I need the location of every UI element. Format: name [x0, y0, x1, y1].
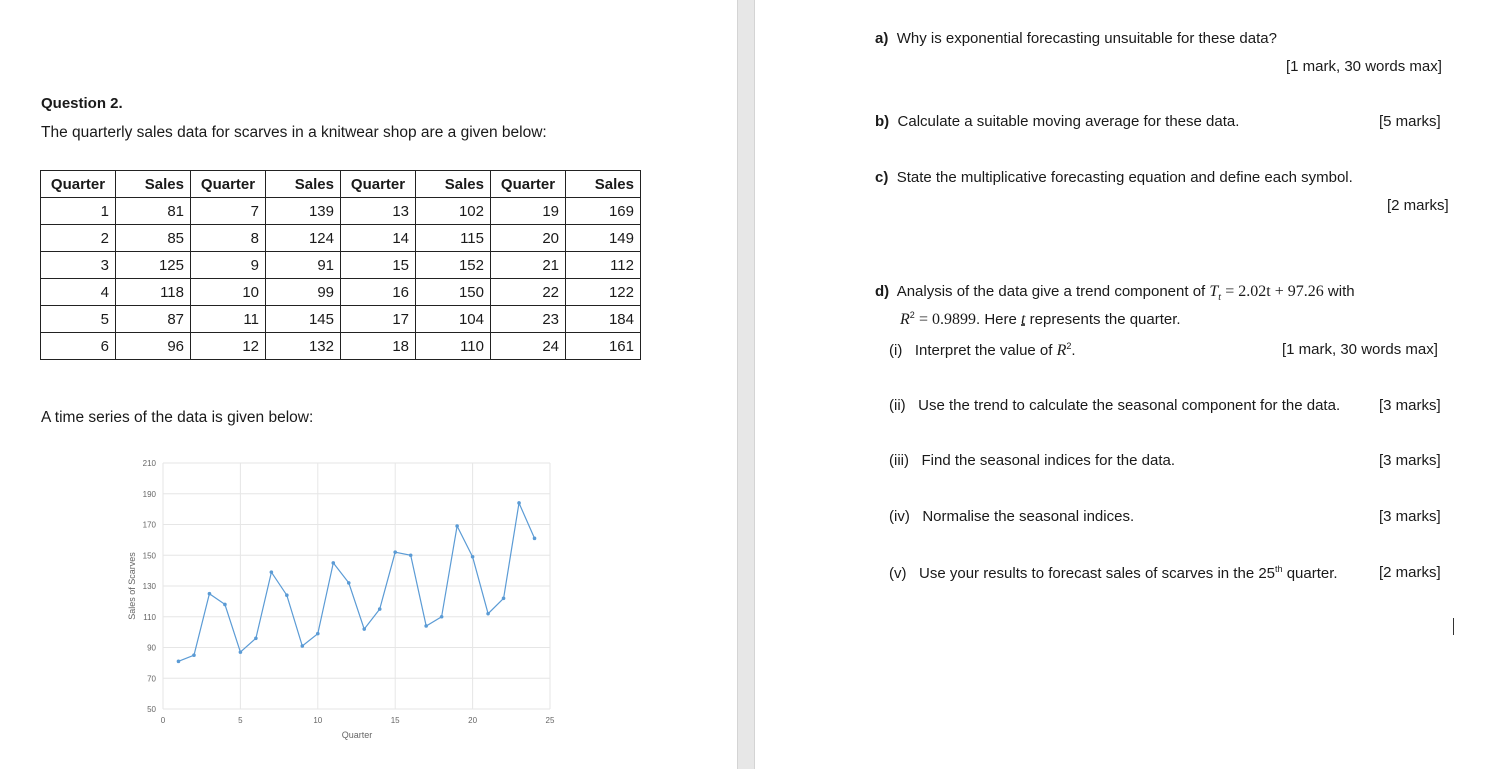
time-series-intro: A time series of the data is given below: — [41, 409, 314, 426]
sub-text-post: quarter. — [1286, 565, 1338, 582]
data-point — [223, 603, 227, 607]
data-point — [270, 570, 274, 574]
table-cell: 145 — [266, 306, 341, 333]
table-row — [41, 333, 641, 360]
table-header: Sales — [116, 171, 191, 198]
table-cell: 132 — [266, 333, 341, 360]
sub-text: Find the seasonal indices for the data. — [921, 452, 1176, 469]
table-cell: 161 — [566, 333, 641, 360]
y-tick-labels — [143, 459, 157, 714]
table-header: Sales — [416, 171, 491, 198]
y-tick-label: 90 — [147, 643, 156, 653]
table-cell: 14 — [341, 225, 416, 252]
table-cell: 2 — [41, 225, 116, 252]
table-cell: 6 — [41, 333, 116, 360]
table-cell: 23 — [491, 306, 566, 333]
data-point — [409, 553, 413, 557]
y-tick-label: 110 — [143, 612, 156, 622]
data-point — [502, 597, 506, 601]
part-d-v — [889, 564, 1338, 582]
data-point — [192, 653, 196, 657]
table-cell: 110 — [416, 333, 491, 360]
part-c-label: c) — [875, 169, 889, 186]
part-c-marks: [2 marks] — [1387, 197, 1449, 214]
sub-label: (iv) — [889, 508, 910, 525]
table-cell: 152 — [416, 252, 491, 279]
sub-label: (ii) — [889, 397, 906, 414]
table-cell: 7 — [191, 198, 266, 225]
table-cell: 124 — [266, 225, 341, 252]
table-cell: 11 — [191, 306, 266, 333]
data-point — [208, 592, 212, 596]
data-point — [347, 581, 351, 585]
table-cell: 150 — [416, 279, 491, 306]
data-point — [362, 627, 366, 631]
part-d-iii — [889, 452, 1175, 469]
part-d-line2: $R^2 = 0.9899$. Here t represents the quarter. — [900, 310, 1181, 328]
sub-label: (iii) — [889, 452, 909, 469]
part-d — [875, 283, 1355, 303]
trend-equation: = 2.02t + 97.26 — [1225, 283, 1324, 300]
table-cell: 3 — [41, 252, 116, 279]
table-cell: 16 — [341, 279, 416, 306]
table-cell: 5 — [41, 306, 116, 333]
table-row — [41, 225, 641, 252]
table-cell: 85 — [116, 225, 191, 252]
here-post: represents the quarter. — [1029, 311, 1181, 328]
sub-label: (v) — [889, 565, 907, 582]
table-cell: 87 — [116, 306, 191, 333]
r2-value: = 0.9899 — [918, 311, 976, 328]
table-cell: 9 — [191, 252, 266, 279]
y-tick-label: 50 — [147, 705, 156, 714]
table-cell: 19 — [491, 198, 566, 225]
x-tick-labels — [161, 716, 555, 725]
table-cell: 96 — [116, 333, 191, 360]
table-cell: 22 — [491, 279, 566, 306]
x-tick-label: 0 — [160, 716, 166, 725]
part-d-iv-marks: [3 marks] — [1379, 508, 1441, 525]
data-point — [254, 636, 258, 640]
part-d-ii-marks: [3 marks] — [1379, 397, 1441, 414]
sales-table — [40, 170, 641, 360]
part-d-i: (i) Interpret the value of $R^2$. — [889, 341, 1076, 359]
table-header: Sales — [266, 171, 341, 198]
part-a-text: Why is exponential forecasting unsuitable for these data? — [896, 30, 1277, 47]
y-tick-label: 70 — [147, 674, 156, 684]
y-tick-label: 170 — [142, 520, 156, 530]
data-point — [440, 615, 444, 619]
table-cell: 17 — [341, 306, 416, 333]
part-d-text: Analysis of the data give a trend component of — [896, 283, 1206, 300]
part-a-label: a) — [875, 30, 889, 47]
x-tick-label: 10 — [313, 716, 323, 725]
table-cell: 91 — [266, 252, 341, 279]
part-d-iv — [889, 508, 1134, 525]
data-point — [316, 632, 320, 636]
table-cell: 10 — [191, 279, 266, 306]
y-tick-label: 190 — [142, 489, 156, 499]
table-cell: 13 — [341, 198, 416, 225]
question-intro: The quarterly sales data for scarves in a knitwear shop are a given below: — [41, 124, 547, 141]
table-row — [41, 306, 641, 333]
table-cell: 8 — [191, 225, 266, 252]
y-tick-label: 150 — [142, 551, 156, 561]
sub-text: Use the trend to calculate the seasonal component for the data. — [918, 397, 1341, 414]
table-cell: 169 — [566, 198, 641, 225]
r2-symbol: R — [900, 311, 910, 328]
table-row — [41, 252, 641, 279]
table-row — [41, 198, 641, 225]
x-tick-label: 5 — [238, 716, 243, 725]
part-a — [875, 30, 1277, 47]
data-point — [393, 550, 397, 554]
data-point — [177, 660, 181, 664]
x-tick-label: 15 — [390, 716, 400, 725]
table-header: Quarter — [191, 171, 266, 198]
trend-symbol: T — [1209, 283, 1219, 300]
part-b — [875, 113, 1239, 130]
table-cell: 12 — [191, 333, 266, 360]
part-c-text: State the multiplicative forecasting equation and define each symbol. — [896, 169, 1353, 186]
sub-text: Use your results to forecast sales of scarves in the 25 — [919, 565, 1276, 582]
sub-text: Normalise the seasonal indices. — [922, 508, 1135, 525]
trend-subscript: t — [1218, 292, 1222, 303]
part-d-label: d) — [875, 283, 890, 300]
table-cell: 102 — [416, 198, 491, 225]
table-cell: 104 — [416, 306, 491, 333]
table-cell: 18 — [341, 333, 416, 360]
x-tick-label: 25 — [545, 716, 555, 725]
here-var: t — [1021, 311, 1026, 328]
table-header: Quarter — [41, 171, 116, 198]
r2-symbol: R — [1056, 342, 1067, 359]
data-point — [378, 607, 382, 611]
part-d-with: with — [1327, 283, 1355, 300]
table-cell: 99 — [266, 279, 341, 306]
table-row — [41, 279, 641, 306]
part-c — [875, 169, 1353, 186]
table-cell: 4 — [41, 279, 116, 306]
ordinal-suffix: th — [1275, 564, 1283, 574]
data-point — [239, 650, 243, 654]
table-cell: 184 — [566, 306, 641, 333]
table-cell: 115 — [416, 225, 491, 252]
part-d-i-marks: [1 mark, 30 words max] — [1282, 341, 1438, 358]
table-cell: 24 — [491, 333, 566, 360]
sub-label: (i) — [889, 342, 903, 359]
part-b-text: Calculate a suitable moving average for these data. — [897, 113, 1240, 130]
x-tick-label: 20 — [468, 716, 478, 725]
table-cell: 122 — [566, 279, 641, 306]
table-header-row — [41, 171, 641, 198]
part-d-iii-marks: [3 marks] — [1379, 452, 1441, 469]
table-cell: 81 — [116, 198, 191, 225]
part-b-marks: [5 marks] — [1379, 113, 1441, 130]
table-cell: 139 — [266, 198, 341, 225]
data-point — [331, 561, 335, 565]
data-point — [471, 555, 475, 559]
table-header: Quarter — [491, 171, 566, 198]
data-point — [517, 501, 521, 505]
table-cell: 20 — [491, 225, 566, 252]
table-cell: 15 — [341, 252, 416, 279]
part-d-ii — [889, 397, 1340, 414]
part-b-label: b) — [875, 113, 890, 130]
sales-chart — [118, 452, 568, 744]
data-point — [301, 644, 305, 648]
table-cell: 1 — [41, 198, 116, 225]
y-tick-label: 130 — [142, 582, 156, 591]
page-gutter — [737, 0, 755, 769]
data-point — [424, 624, 428, 628]
table-cell: 21 — [491, 252, 566, 279]
data-point — [455, 524, 459, 528]
y-tick-label: 210 — [142, 459, 156, 468]
table-header: Sales — [566, 171, 641, 198]
sub-text: Interpret the value of — [914, 342, 1053, 359]
table-cell: 118 — [116, 279, 191, 306]
data-point — [285, 593, 289, 597]
data-point — [533, 537, 537, 541]
chart-series — [177, 501, 537, 663]
chart-grid — [163, 463, 550, 709]
text-cursor — [1453, 618, 1454, 635]
here-pre: . Here — [976, 311, 1017, 328]
table-cell: 112 — [566, 252, 641, 279]
part-a-marks: [1 mark, 30 words max] — [1286, 58, 1442, 75]
x-axis-label: Quarter — [341, 730, 373, 740]
table-cell: 149 — [566, 225, 641, 252]
table-cell: 125 — [116, 252, 191, 279]
series-line — [179, 503, 535, 661]
y-axis-label: Sales of Scarves — [127, 552, 137, 620]
data-point — [486, 612, 490, 616]
part-d-v-marks: [2 marks] — [1379, 564, 1441, 581]
table-header: Quarter — [341, 171, 416, 198]
question-title: Question 2. — [41, 95, 123, 112]
